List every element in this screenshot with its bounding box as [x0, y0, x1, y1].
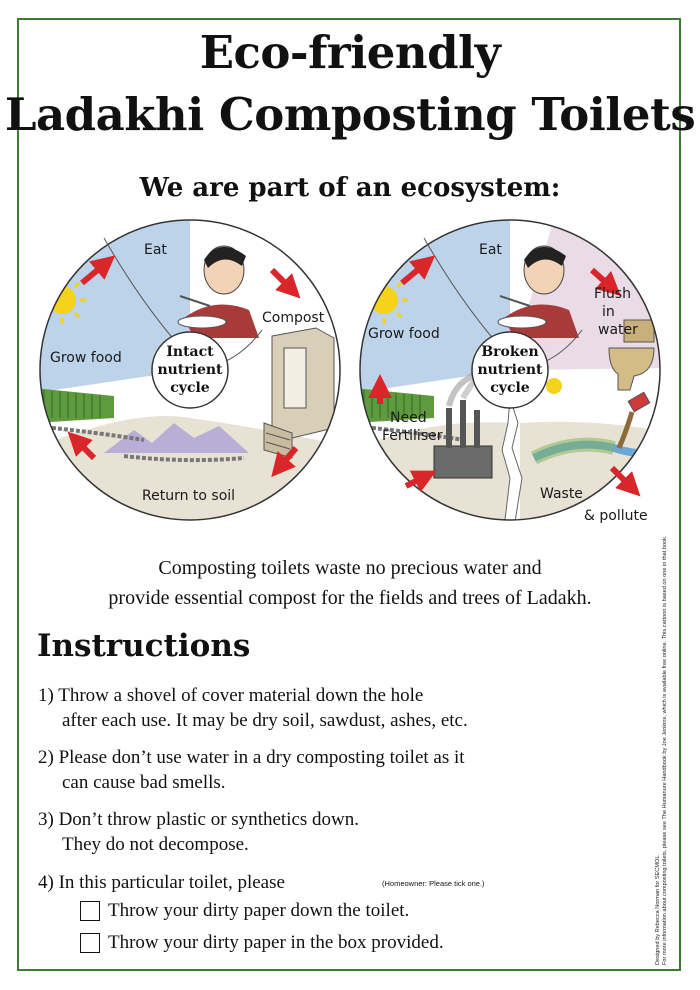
broken-center-line3: cycle [490, 380, 530, 396]
intact-label-compost: Compost [262, 310, 325, 326]
broken-label-pollute: & pollute [584, 508, 648, 524]
small-sun-icon [546, 378, 562, 394]
intact-label-eat: Eat [144, 242, 167, 258]
option-paper-down-toilet[interactable] [80, 900, 409, 922]
broken-label-grow: Grow food [368, 326, 440, 342]
instruction-item-3 [38, 807, 359, 857]
instruction-item-1 [38, 683, 468, 733]
instruction-1-line2: after each use. It may be dry soil, sawdust, ashes, etc. [62, 710, 468, 731]
broken-label-flush2: in [602, 304, 615, 320]
instruction-3-line1: 3) Don’t throw plastic or synthetics down. [38, 809, 360, 830]
subtitle: We are part of an ecosystem: [139, 173, 561, 203]
option-paper-in-box[interactable] [80, 932, 444, 954]
page-title-line1: Eco-friendly [199, 26, 501, 79]
broken-label-need1: Need [390, 410, 427, 426]
intact-center-line1: Intact [166, 344, 214, 360]
caption-line2: provide essential compost for the fields and trees of Ladakh. [108, 587, 592, 609]
option-2-label: Throw your dirty paper in the box provided. [108, 932, 444, 953]
instruction-item-4: 4) In this particular toilet, please [38, 872, 285, 893]
checkbox-paper-down-toilet[interactable] [80, 901, 100, 921]
credit-line1: Designed by Rebecca Norman for SECMOL. [655, 854, 661, 965]
broken-label-need2: Fertiliser [382, 428, 443, 444]
instructions-heading: Instructions [37, 628, 251, 664]
intact-center-line3: cycle [170, 380, 210, 396]
broken-label-waste: Waste [540, 486, 583, 502]
instruction-2-line2: can cause bad smells. [62, 772, 226, 793]
credit-line2: For more information about composting toilets, please see The Humanure Handbook by Joe Jenkins, which is available free online. This cartoon is based on one in that book. [662, 535, 668, 965]
intact-cycle-diagram [34, 218, 354, 528]
nutrient-cycle-diagrams [34, 218, 666, 528]
instruction-1-line1: 1) Throw a shovel of cover material down the hole [38, 685, 424, 706]
broken-center-line1: Broken [481, 344, 539, 360]
intact-label-grow: Grow food [50, 350, 122, 366]
credit-text [655, 505, 669, 965]
intact-center-line2: nutrient [157, 362, 223, 378]
broken-label-eat: Eat [479, 242, 502, 258]
broken-label-flush3: water [598, 322, 638, 338]
broken-center-line2: nutrient [477, 362, 543, 378]
caption-line1: Composting toilets waste no precious water and [158, 557, 542, 579]
instruction-3-line2: They do not decompose. [62, 834, 249, 855]
instruction-2-line1: 2) Please don’t use water in a dry composting toilet as it [38, 747, 465, 768]
caption [0, 553, 700, 613]
instruction-item-2 [38, 745, 465, 795]
homeowner-note: (Homeowner: Please tick one.) [382, 879, 485, 888]
option-1-label: Throw your dirty paper down the toilet. [108, 900, 410, 921]
broken-label-flush1: Flush [594, 286, 631, 302]
broken-cycle-diagram [354, 218, 666, 528]
intact-label-return: Return to soil [142, 488, 236, 504]
page-title-line2: Ladakhi Composting Toilets [4, 88, 696, 141]
checkbox-paper-in-box[interactable] [80, 933, 100, 953]
